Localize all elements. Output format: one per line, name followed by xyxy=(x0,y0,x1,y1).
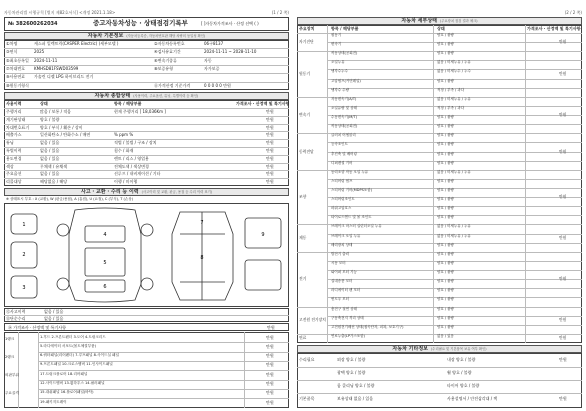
detail-state: 양호 / 불량 xyxy=(437,315,454,320)
basic-value-2: 자동 xyxy=(204,57,212,63)
accident-row-value: 없음 / 있음 xyxy=(44,315,64,321)
detail-note: (주요장치 점검 결과 체크) xyxy=(439,19,478,23)
etc-note: (수리필요 및 기본품목 보유 여부 확인) xyxy=(430,347,487,351)
detail-item: 발전기 출력 xyxy=(331,251,350,256)
history-row-state: 무채색 / 유채색 xyxy=(40,163,68,169)
history-row-label: 주요옵션 xyxy=(6,171,22,177)
detail-item: 추진축 및 베어링 xyxy=(331,151,357,156)
accident-note: (사고이력 및 교환, 판금, 용접 등 수리 이력 표기) xyxy=(141,190,213,194)
accident-row-label: ⑬단순수리 xyxy=(6,315,26,321)
detail-state: 적정 / 부족 / 과다 xyxy=(437,87,465,92)
history-row-detail: 선루프 / 내비게이션 / 기타 xyxy=(114,171,161,177)
detail-state: 양호 / 불량 xyxy=(437,178,454,183)
part-item-price: 만원 xyxy=(266,362,274,368)
history-row-detail: % ppm % xyxy=(114,132,134,138)
detail-item: 와이퍼 모터 기능 xyxy=(331,270,357,275)
basic-label: ③연식 xyxy=(6,49,18,55)
history-column-header: 상태 xyxy=(40,101,48,106)
detail-item: 고전원전기배선 상태(접속단자, 피복, 보호기구) xyxy=(331,324,404,329)
history-row-label: 용도변경 xyxy=(6,155,22,161)
etc-row-item: 사용설명서 / 안전삼각대 / 잭 xyxy=(447,396,498,401)
detail-item: 충전구 절연 상태 xyxy=(331,306,357,311)
part-item-price: 만원 xyxy=(266,371,274,377)
detail-item: 작동상태(공회전) xyxy=(331,124,358,129)
basic-value-2: 06구8137 xyxy=(204,41,224,46)
detail-state: 양호 / 불량 xyxy=(437,242,454,247)
part-item-price: 만원 xyxy=(266,343,274,349)
basic-label: ①차명 xyxy=(6,41,18,46)
frame-diagram-area xyxy=(4,203,289,307)
detail-state: 양호 / 불량 xyxy=(437,306,454,311)
detail-item: 수동변속기(M/T) xyxy=(331,115,357,120)
doc-header-left: 자동차관리법 시행규칙 [별지 제82호서식] <개정 2021.1.18> xyxy=(4,10,116,15)
part-item: 17.트렁크플로어 18.리어패널 xyxy=(40,371,88,376)
basic-value: 2024-11-11 xyxy=(34,57,58,63)
history-row-price: 만원 xyxy=(266,179,274,185)
frame-part-number: 7 xyxy=(200,220,204,226)
part-group-label: 외판부위 xyxy=(5,373,19,377)
part-item: 5.라디에이터 서포트(볼트체결부품) xyxy=(40,343,96,348)
history-column-header: 사용이력 xyxy=(6,101,22,106)
history-row-state: 양호 / 불량 xyxy=(40,116,60,122)
history-row-state: 많음 / 보통 / 적음 xyxy=(40,109,71,114)
history-row-state: 일산화탄소 / 탄화수소 / 매연 xyxy=(40,132,91,138)
basic-label-2: ⑥변속기종류 xyxy=(154,57,177,63)
basic-info-note: (자동차등록증, 자동차번호판 해당 차량의 동일성 확인) xyxy=(126,34,206,38)
basic-info-title: 자동차 기본정보 xyxy=(87,33,124,39)
price-row xyxy=(4,323,289,331)
part-item-price: 만원 xyxy=(266,381,274,386)
history-row-price: 만원 xyxy=(266,148,274,153)
accident-legend: ※ 상태표시 부호 : X (교환), W (판금/용접), A (흠집), U (요철), C (부식), T (손상) xyxy=(6,197,133,201)
basic-label-2: ②자동차등록번호 xyxy=(154,41,185,46)
part-item: 9.프론트패널 10.크로스멤버 11.인사이드패널 xyxy=(40,362,113,367)
basic-label-2: ⑧보증유형 xyxy=(154,65,174,71)
detail-state: 양호 / 불량 xyxy=(437,270,454,275)
part-item: 15.대쉬패널 16.플로어패널(바닥) xyxy=(40,390,94,395)
basic-info-header xyxy=(4,32,289,40)
detail-group-name: 동력전달 xyxy=(299,148,314,154)
history-column-header: 항목 / 해당부품 xyxy=(114,101,142,106)
detail-state: 양호 / 불량 xyxy=(437,251,454,256)
history-row-label: 색상 xyxy=(6,163,14,169)
detail-header xyxy=(297,17,582,25)
detail-group-price: 만원 xyxy=(559,235,567,241)
part-item: 19.패키지트레이 xyxy=(40,399,67,404)
detail-column-header: 주요장치 xyxy=(299,26,315,31)
frame-part-number: 3 xyxy=(22,285,26,291)
part-item-price: 만원 xyxy=(266,353,274,359)
detail-group-price: 만원 xyxy=(559,148,567,154)
basic-value: KMHSD81FSWD03599 xyxy=(34,65,79,71)
history-row-price: 만원 xyxy=(266,124,274,130)
detail-state: 없음 / 미세누유 / 누유 xyxy=(437,224,471,229)
detail-state: 없음 / 미세누유 / 누유 xyxy=(437,169,471,174)
frame-part-number: 8 xyxy=(200,255,204,261)
detail-state: 없음 / 미세누수 / 누수 xyxy=(437,69,471,74)
history-row-price: 만원 xyxy=(266,132,274,138)
detail-state: 양호 / 불량 xyxy=(437,42,454,47)
detail-group-name: 조향 xyxy=(299,194,307,200)
detail-group-price: 만원 xyxy=(559,39,567,45)
history-row-label: 튜닝 xyxy=(6,140,14,146)
etc-row-label: 수리필요 xyxy=(299,357,315,362)
detail-group-price: 만원 xyxy=(559,112,567,118)
history-title: 자동차 종합상태 xyxy=(94,93,131,99)
detail-state: 양호 / 불량 xyxy=(437,297,454,302)
stamp-id: № 382600262034 xyxy=(8,21,58,27)
detail-state: 양호 / 불량 xyxy=(437,197,454,202)
detail-item: 냉각수누수 xyxy=(331,69,348,74)
accident-row-value: 없음 / 있음 xyxy=(44,308,64,314)
history-row-state: 없음 / 있음 xyxy=(40,171,60,177)
detail-state: 없음 / 있음 xyxy=(437,333,454,338)
basic-label: ⑤최초등록일 xyxy=(6,57,29,63)
detail-group-price: 만원 xyxy=(559,335,567,341)
inspection-page-1 xyxy=(4,10,289,408)
detail-group-name: 변속기 xyxy=(299,112,311,118)
part-item: 6.쿼터패널(리어펜더) 7.루프패널 8.사이드실 패널 xyxy=(40,353,120,358)
basic-label: ⑩원동기형식 xyxy=(6,82,29,88)
detail-item: 원동기 xyxy=(331,33,342,37)
doc-page-number: (1 / 2 쪽) xyxy=(271,10,289,15)
history-row-label: 계기판상태 xyxy=(6,116,26,122)
car-frame-view xyxy=(172,212,281,300)
inspection-page-2 xyxy=(297,10,582,408)
detail-state: 양호 / 불량 xyxy=(437,288,454,293)
history-row-price: 만원 xyxy=(266,163,274,169)
frame-part-number: 1 xyxy=(22,222,26,228)
part-group-label: 2랭크 xyxy=(5,355,15,359)
detail-state: 양호 / 불량 xyxy=(437,51,454,56)
basic-value: 캐스퍼 일렉트릭(CASPER Electric) (세부모델 ) xyxy=(34,41,119,46)
detail-item: 자동변속기(A/T) xyxy=(331,96,357,101)
detail-state: 양호 / 불량 xyxy=(437,324,454,329)
detail-state: 양호 / 불량 xyxy=(437,142,454,147)
detail-state: 없음 / 미세누유 / 누유 xyxy=(437,233,471,238)
history-row-detail: 적법 / 불법 / 구조 / 장치 xyxy=(114,140,157,146)
history-row-state: 없음 / 있음 xyxy=(40,155,60,161)
basic-value-2: 자가보증 xyxy=(204,65,220,71)
history-row-detail: 렌트 / 리스 / 영업용 xyxy=(114,155,149,161)
detail-item: 파워고압호스 xyxy=(331,206,352,211)
history-row-state: 없음 / 있음 xyxy=(40,148,60,153)
history-row-price: 만원 xyxy=(266,155,274,161)
detail-item: 실내송풍 모터 xyxy=(331,279,353,284)
car-diagram-svg xyxy=(5,204,288,306)
detail-state: 양호 / 불량 xyxy=(437,260,454,265)
detail-item: 변속기 xyxy=(331,42,342,47)
etc-header xyxy=(297,345,582,353)
history-note: (사용이력, 주요옵션, 튜닝, 특별이력 등 확인) xyxy=(133,94,199,98)
detail-state: 적정 / 부족 / 과다 xyxy=(437,105,465,110)
etc-row-price: 만원 xyxy=(559,357,567,362)
detail-state: 없음 / 미세누유 / 누유 xyxy=(437,96,471,101)
detail-item: 배력장치 상태 xyxy=(331,242,353,247)
detail-state: 없음 / 미세누유 / 누유 xyxy=(437,60,471,65)
basic-value-2: 2024-11-11 ~ 2028-11-10 xyxy=(204,49,257,55)
basic-label-2: ④검사유효기간 xyxy=(154,49,181,55)
history-row-price: 만원 xyxy=(266,116,274,122)
detail-group-name: 원동기 xyxy=(299,71,311,77)
detail-group-price: 만원 xyxy=(559,276,567,282)
doc-page-number-2: (2 / 2 쪽) xyxy=(564,10,582,15)
detail-item: 오일유량 및 상태 xyxy=(331,105,357,110)
detail-state: 양호 / 불량 xyxy=(437,206,454,211)
basic-value: 2025 xyxy=(34,49,45,55)
detail-item: 스티어링 펌프 xyxy=(331,178,353,183)
part-group-label: 주요골격 xyxy=(5,391,19,395)
frame-part-number: 9 xyxy=(261,232,265,238)
detail-item: 구동축전지 격리 상태 xyxy=(331,315,364,320)
history-row-price: 만원 xyxy=(266,140,274,146)
detail-item: 스티어링 기어(MDPS포함) xyxy=(331,188,372,192)
detail-item: 고압펌프(커먼레일) xyxy=(331,78,361,83)
history-row-state: 양호 / 부식 / 훼손 / 상이 xyxy=(40,124,83,130)
detail-column-header: 가격조사 · 산정액 및 특기사항 xyxy=(527,26,581,31)
history-row-price: 만원 xyxy=(266,171,274,177)
etc-row-price: 만원 xyxy=(559,396,567,401)
history-row-label: 차대번호표기 xyxy=(6,124,30,130)
part-item-price: 만원 xyxy=(266,390,274,396)
history-row-detail: 현재 주행거리 [ 18,036Km ] xyxy=(114,109,166,114)
etc-title: 자동차 기타정보 xyxy=(392,346,428,352)
detail-column-header: 항목 / 해당부품 xyxy=(331,26,359,31)
detail-item: 스티어링조인트 xyxy=(331,197,355,202)
detail-title: 자동차 세부상태 xyxy=(401,18,437,24)
etc-row-item: 휠 양호 / 불량 xyxy=(447,370,472,375)
detail-state: 양호 / 불량 xyxy=(437,279,454,284)
detail-state: 양호 / 불량 xyxy=(437,115,454,120)
detail-state: 양호 / 불량 xyxy=(437,124,454,129)
accident-header xyxy=(4,188,289,196)
title-bar xyxy=(4,17,289,31)
part-group-label: 1랭크 xyxy=(5,337,15,341)
accident-row-label: ⑫사고이력 xyxy=(6,308,26,314)
part-item: 1.후드 2.프론트펜더 3.도어 4.트렁크리드 xyxy=(40,334,106,339)
detail-group-price: 만원 xyxy=(559,317,567,323)
detail-group-name: 전기 xyxy=(299,276,307,282)
detail-group-name: 제동 xyxy=(299,235,307,241)
part-item-price: 만원 xyxy=(266,334,274,340)
history-row-label: 주행거리 xyxy=(6,109,22,114)
detail-group-name: 연료 xyxy=(299,335,307,341)
detail-item: 디퍼렌셜 기어 xyxy=(331,160,353,165)
detail-item: 시동 모터 xyxy=(331,260,346,265)
frame-part-number: 4 xyxy=(103,232,107,238)
frame-part-number: 6 xyxy=(103,284,107,290)
etc-row-item: 보유상태 없음 / 있음 xyxy=(337,396,374,401)
detail-group-price: 만원 xyxy=(559,194,567,200)
part-item: 12.사이드멤버 13.휠하우스 14.필러패널 xyxy=(40,381,105,385)
etc-row-item: 광택 양호 / 불량 xyxy=(337,370,366,375)
detail-item: 동력조향 작동 오일 누유 xyxy=(331,169,369,174)
accident-title: 사고 · 교환 · 수리 등 이력 xyxy=(80,189,139,195)
detail-column-header: 상태 xyxy=(437,26,445,31)
detail-state: 양호 / 불량 xyxy=(437,78,454,83)
detail-item: 윈도우 모터 xyxy=(331,297,350,302)
etc-row-item: 룸 클리닝 양호 / 불량 xyxy=(337,383,375,388)
frame-part-number: 5 xyxy=(103,260,107,266)
detail-item: 등속조인트 xyxy=(331,142,348,147)
history-row-state: 없음 / 있음 xyxy=(40,140,60,146)
detail-item: 브레이크 오일 누유 xyxy=(331,233,361,238)
detail-state: 양호 / 불량 xyxy=(437,160,454,165)
detail-item: 작동상태(공회전) xyxy=(331,51,358,56)
basic-value: 가솔린 디젤 LPG 하이브리드 전기 xyxy=(34,74,94,80)
history-row-detail: 침수 / 화재 xyxy=(114,148,134,153)
detail-item: 라디에이터 팬 모터 xyxy=(331,288,361,293)
detail-state: 양호 / 불량 xyxy=(437,33,454,37)
etc-row-label: 기본품목 xyxy=(299,396,315,401)
detail-state: 양호 / 불량 xyxy=(437,215,454,220)
basic-value-2: 0 0 0 0 0 만원 xyxy=(204,82,231,88)
detail-item: 타이로드엔드 및 볼 조인트 xyxy=(331,215,372,220)
basic-label: ⑦차대번호 xyxy=(6,65,26,71)
detail-item: 브레이크 마스터 실린더오일 누유 xyxy=(331,224,382,229)
detail-item: 연료누출(LP가스포함) xyxy=(331,333,365,338)
etc-row-item: 내장 양호 / 불량 xyxy=(447,357,476,362)
etc-row-item: 외장 양호 / 불량 xyxy=(337,357,366,362)
detail-item: 오일누유 xyxy=(331,60,345,65)
history-row-label: 배출가스 xyxy=(6,132,22,138)
detail-state: 양호 / 불량 xyxy=(437,188,454,192)
price-label: ⑭ 가격조사 · 산정액 및 특기사항 xyxy=(8,325,66,330)
detail-group-name: 고전원 전기장치 xyxy=(299,317,326,323)
page-title: 중고자동차성능 · 상태점검기록부 xyxy=(93,19,188,27)
etc-row-item: 타이어 양호 / 불량 xyxy=(447,383,480,388)
frame-part-number: 2 xyxy=(22,252,26,258)
history-row-detail: 전체도색 / 색상변경 xyxy=(114,163,149,169)
history-row-price: 만원 xyxy=(266,109,274,114)
title-checks: [ ]자동차가격조사 · 산정 선택 ( ) xyxy=(201,21,259,26)
history-row-label: 리콜대상 xyxy=(6,179,22,185)
detail-group-price: 만원 xyxy=(559,71,567,77)
price-unit: 만원 xyxy=(267,325,275,330)
detail-state: 양호 / 불량 xyxy=(437,151,454,156)
part-item-price: 만원 xyxy=(266,399,274,405)
basic-label-2: ⑪가격산정 기준가격 xyxy=(154,82,191,88)
history-row-label: 특별이력 xyxy=(6,148,22,153)
history-header xyxy=(4,92,289,100)
detail-item: 클러치 어셈블리 xyxy=(331,133,356,138)
detail-group-name: 자기진단 xyxy=(299,39,314,45)
basic-label: ⑨사용연료 xyxy=(6,74,26,80)
history-row-detail: 이행 / 미이행 xyxy=(114,179,138,185)
history-row-state: 해당없음 / 해당 xyxy=(40,179,68,185)
detail-item: 냉각수 수량 xyxy=(331,87,350,92)
detail-state: 양호 / 불량 xyxy=(437,133,454,138)
history-column-header: 가격조사 · 산정액 및 특기사항 xyxy=(236,101,289,106)
